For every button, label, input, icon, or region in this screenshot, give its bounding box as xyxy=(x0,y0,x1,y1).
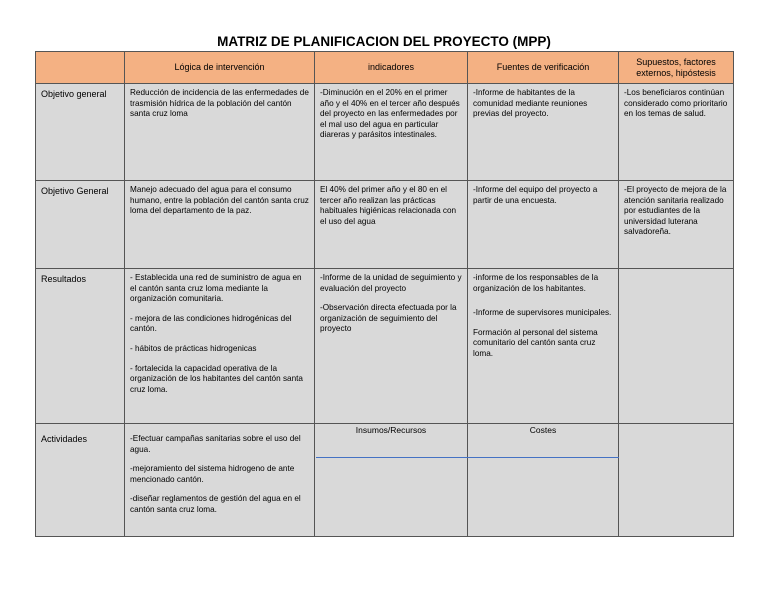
logic-cell xyxy=(125,181,315,269)
cell-text: -Diminución en el 20% en el primer año y el 40% en el tercer año después del proyecto en las enfermedades por el mal uso del agua en particular diareras y parásitos intestinales. xyxy=(320,88,460,140)
cell-text: -Efectuar campañas sanitarias sobre el uso del agua. xyxy=(130,434,301,454)
header-row xyxy=(36,52,734,84)
table-row-resultados xyxy=(36,269,734,424)
table-row-objetivo-general-2 xyxy=(36,181,734,269)
header-logic: Lógica de intervención xyxy=(125,52,315,84)
header-sources: Fuentes de verificación xyxy=(468,52,619,84)
cell-text: -Informe del equipo del proyecto a partir de una encuesta. xyxy=(473,185,598,205)
indicators-cell xyxy=(315,269,468,424)
divider-line xyxy=(316,457,619,458)
cell-text: -informe de los responsables de la organización de los habitantes. xyxy=(473,273,599,293)
cell-text: Reducción de incidencia de las enfermedades de trasmisión hídrica de la población del cantón santa cruz loma xyxy=(130,88,309,119)
row-label: Actividades xyxy=(36,424,125,537)
assumptions-cell xyxy=(619,269,734,424)
cell-text: -Los beneficiaros continúan considerado como prioritario en los temas de salud. xyxy=(624,88,728,119)
header-empty xyxy=(36,52,125,84)
sources-cell xyxy=(468,269,619,424)
cell-text: - mejora de las condiciones hidrogénicas del cantón. xyxy=(130,313,292,334)
costs-cell xyxy=(468,424,619,537)
cell-text: Manejo adecuado del agua para el consumo humano, entre la población del cantón santa cruz loma del departamento de la paz. xyxy=(130,185,309,216)
assumptions-cell xyxy=(619,424,734,537)
sources-cell xyxy=(468,181,619,269)
cell-text: -diseñar reglamentos de gestión del agua en el cantón santa cruz loma. xyxy=(130,494,301,514)
assumptions-cell xyxy=(619,181,734,269)
cell-text: -Informe de habitantes de la comunidad mediante reuniones previas del proyecto. xyxy=(473,88,588,119)
cell-text: -Informe de la unidad de seguimiento y evaluación del proyecto xyxy=(320,273,462,293)
cell-text: - Establecida una red de suministro de agua en el cantón santa cruz loma mediante la organización comunitaria. xyxy=(130,273,302,304)
page-title: MATRIZ DE PLANIFICACION DEL PROYECTO (MPP) xyxy=(217,34,551,49)
assumptions-cell xyxy=(619,84,734,181)
logic-cell xyxy=(125,84,315,181)
indicators-cell xyxy=(315,181,468,269)
cell-text: El 40% del primer año y el 80 en el tercer año realizan las prácticas habituales higiénicas relacionada con el uso del agua xyxy=(320,185,457,226)
sources-cell xyxy=(468,84,619,181)
resources-subheader: Insumos/Recursos xyxy=(355,425,427,435)
planning-matrix-table xyxy=(35,51,734,537)
row-label: Objetivo General xyxy=(36,181,125,269)
costs-subheader: Costes xyxy=(529,425,557,435)
resources-cell xyxy=(315,424,468,537)
logic-cell xyxy=(125,269,315,424)
cell-text: -El proyecto de mejora de la atención sanitaria realizado por estudiantes de la universidad luterana salvadoreña. xyxy=(624,185,727,237)
header-assumptions: Supuestos, factores externos, hipóstesis xyxy=(619,52,734,84)
row-label: Objetivo general xyxy=(36,84,125,181)
cell-text: Formación al personal del sistema comunitario del cantón santa cruz loma. xyxy=(473,327,598,358)
header-indicators: indicadores xyxy=(315,52,468,84)
table-row-objetivo-general-1 xyxy=(36,84,734,181)
table-row-actividades xyxy=(36,424,734,537)
cell-text: -mejoramiento del sistema hidrogeno de ante mencionado cantón. xyxy=(130,464,295,484)
row-label: Resultados xyxy=(36,269,125,424)
cell-text: - hábitos de prácticas hidrogenicas xyxy=(130,343,257,353)
logic-cell xyxy=(125,424,315,537)
cell-text: - fortalecida la capacidad operativa de la organización de los habitantes del cantón santa cruz loma. xyxy=(130,363,303,394)
cell-text: -Informe de supervisores municipales. xyxy=(473,308,612,318)
cell-text: -Observación directa efectuada por la organización de seguimiento del proyecto xyxy=(320,303,457,334)
indicators-cell xyxy=(315,84,468,181)
